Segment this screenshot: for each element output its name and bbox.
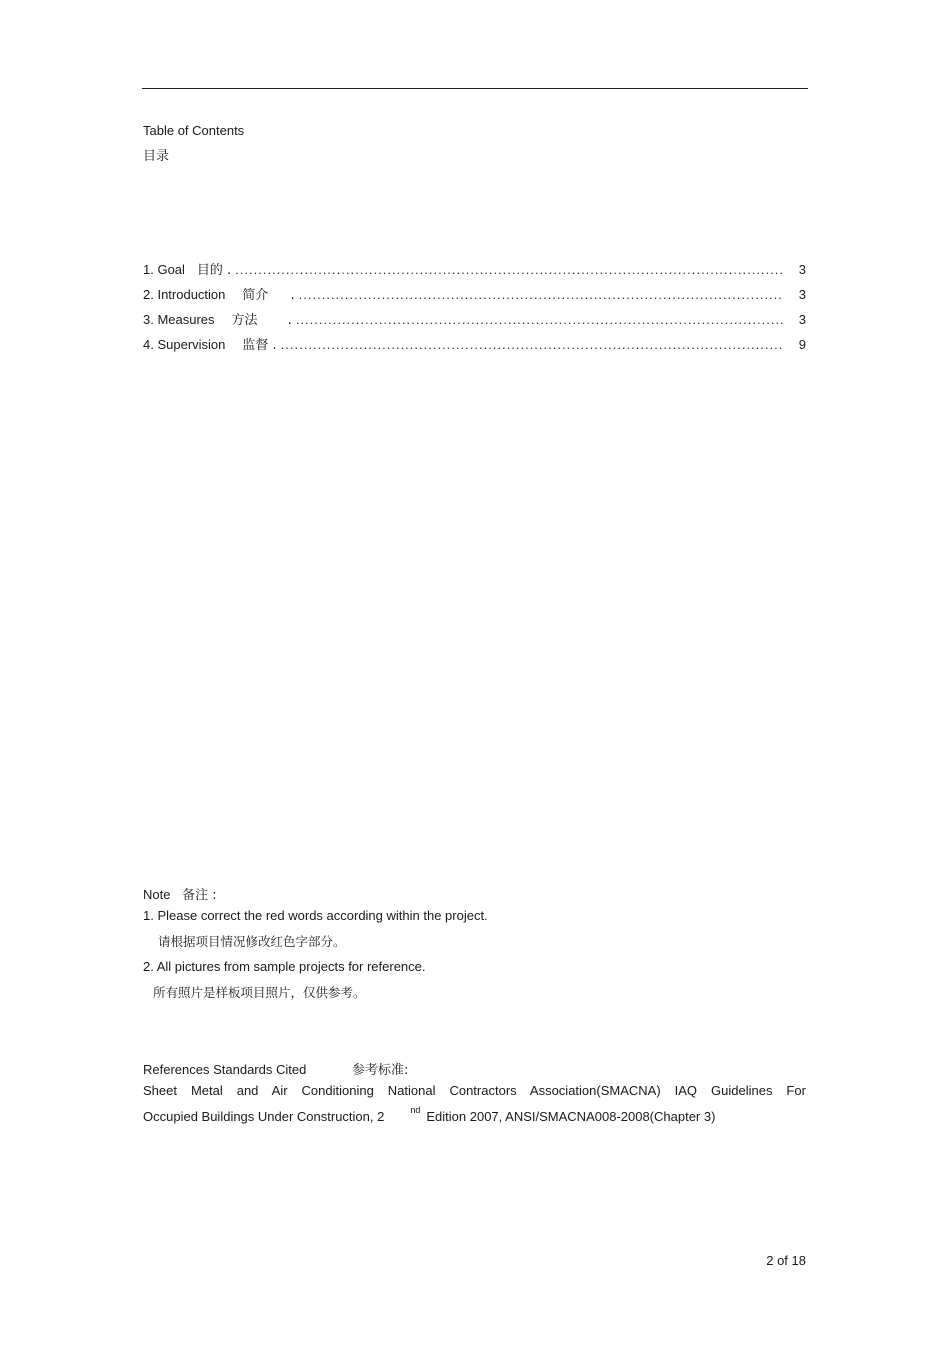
citation-word: For xyxy=(786,1083,806,1098)
note-item-1: 1. Please correct the red words according within the project. xyxy=(143,908,488,923)
citation-text-a: Occupied Buildings Under Construction, 2 xyxy=(143,1109,385,1124)
toc-entry-measures[interactable] xyxy=(143,309,806,334)
reference-citation-line-1 xyxy=(143,1083,806,1109)
page-number: 2 of 18 xyxy=(766,1253,806,1268)
note-heading xyxy=(143,884,806,908)
citation-word: Metal xyxy=(190,1083,223,1098)
citation-word: Sheet xyxy=(143,1083,177,1098)
citation-word: Contractors xyxy=(449,1083,517,1098)
note-heading-cn: 备注 : xyxy=(182,888,217,903)
toc-entry-label-cn: 监督 . xyxy=(242,338,277,353)
toc-entry-page: 3 xyxy=(798,312,806,327)
toc-entry-label-cn: 目的 . xyxy=(196,263,232,278)
note-item-2-cn: 所有照片是样板项目照片，仅供参考。 xyxy=(153,985,366,1000)
note-heading-en: Note xyxy=(143,887,171,902)
citation-word: Conditioning xyxy=(301,1083,374,1098)
note-section xyxy=(143,884,806,1007)
toc-entry-label: 1. Goal xyxy=(143,262,185,277)
table-of-contents xyxy=(143,259,806,359)
toc-leader-dots xyxy=(281,337,784,352)
toc-entry-label-cn: 方法 . xyxy=(231,313,292,328)
toc-title-cn: 目录 xyxy=(143,149,170,164)
citation-word: National xyxy=(387,1083,436,1098)
toc-entry-label: 4. Supervision xyxy=(143,337,226,352)
toc-entry-label: 2. Introduction xyxy=(143,287,226,302)
header-rule xyxy=(142,88,808,89)
note-item-1-cn: 请根据项目情况修改红色字部分。 xyxy=(158,934,346,949)
citation-word: Association(SMACNA) xyxy=(529,1083,661,1098)
toc-entry-introduction[interactable] xyxy=(143,284,806,309)
note-item-2: 2. All pictures from sample projects for reference. xyxy=(143,959,426,974)
toc-leader-dots xyxy=(299,287,784,302)
references-heading-en: References Standards Cited xyxy=(143,1062,307,1077)
references-heading xyxy=(143,1059,806,1083)
citation-superscript: nd xyxy=(410,1105,421,1115)
toc-entry-goal[interactable] xyxy=(143,259,806,284)
citation-word: and xyxy=(236,1083,259,1098)
toc-entry-page: 3 xyxy=(798,287,806,302)
reference-citation-line-2 xyxy=(143,1105,806,1133)
toc-entry-label-cn: 简介 . xyxy=(242,288,295,303)
toc-leader-dots xyxy=(296,312,784,327)
citation-word: Guidelines xyxy=(711,1083,773,1098)
toc-entry-label: 3. Measures xyxy=(143,312,215,327)
citation-word: IAQ xyxy=(674,1083,698,1098)
toc-leader-dots xyxy=(235,262,784,277)
toc-entry-page: 3 xyxy=(798,262,806,277)
toc-entry-supervision[interactable] xyxy=(143,334,806,359)
references-section xyxy=(143,1059,806,1133)
toc-title: Table of Contents xyxy=(143,123,245,138)
references-heading-cn: 参考标准: xyxy=(351,1063,409,1078)
citation-word: Air xyxy=(271,1083,288,1098)
citation-text-b: Edition 2007, ANSI/SMACNA008-2008(Chapter 3) xyxy=(426,1109,716,1124)
toc-entry-page: 9 xyxy=(798,337,806,352)
